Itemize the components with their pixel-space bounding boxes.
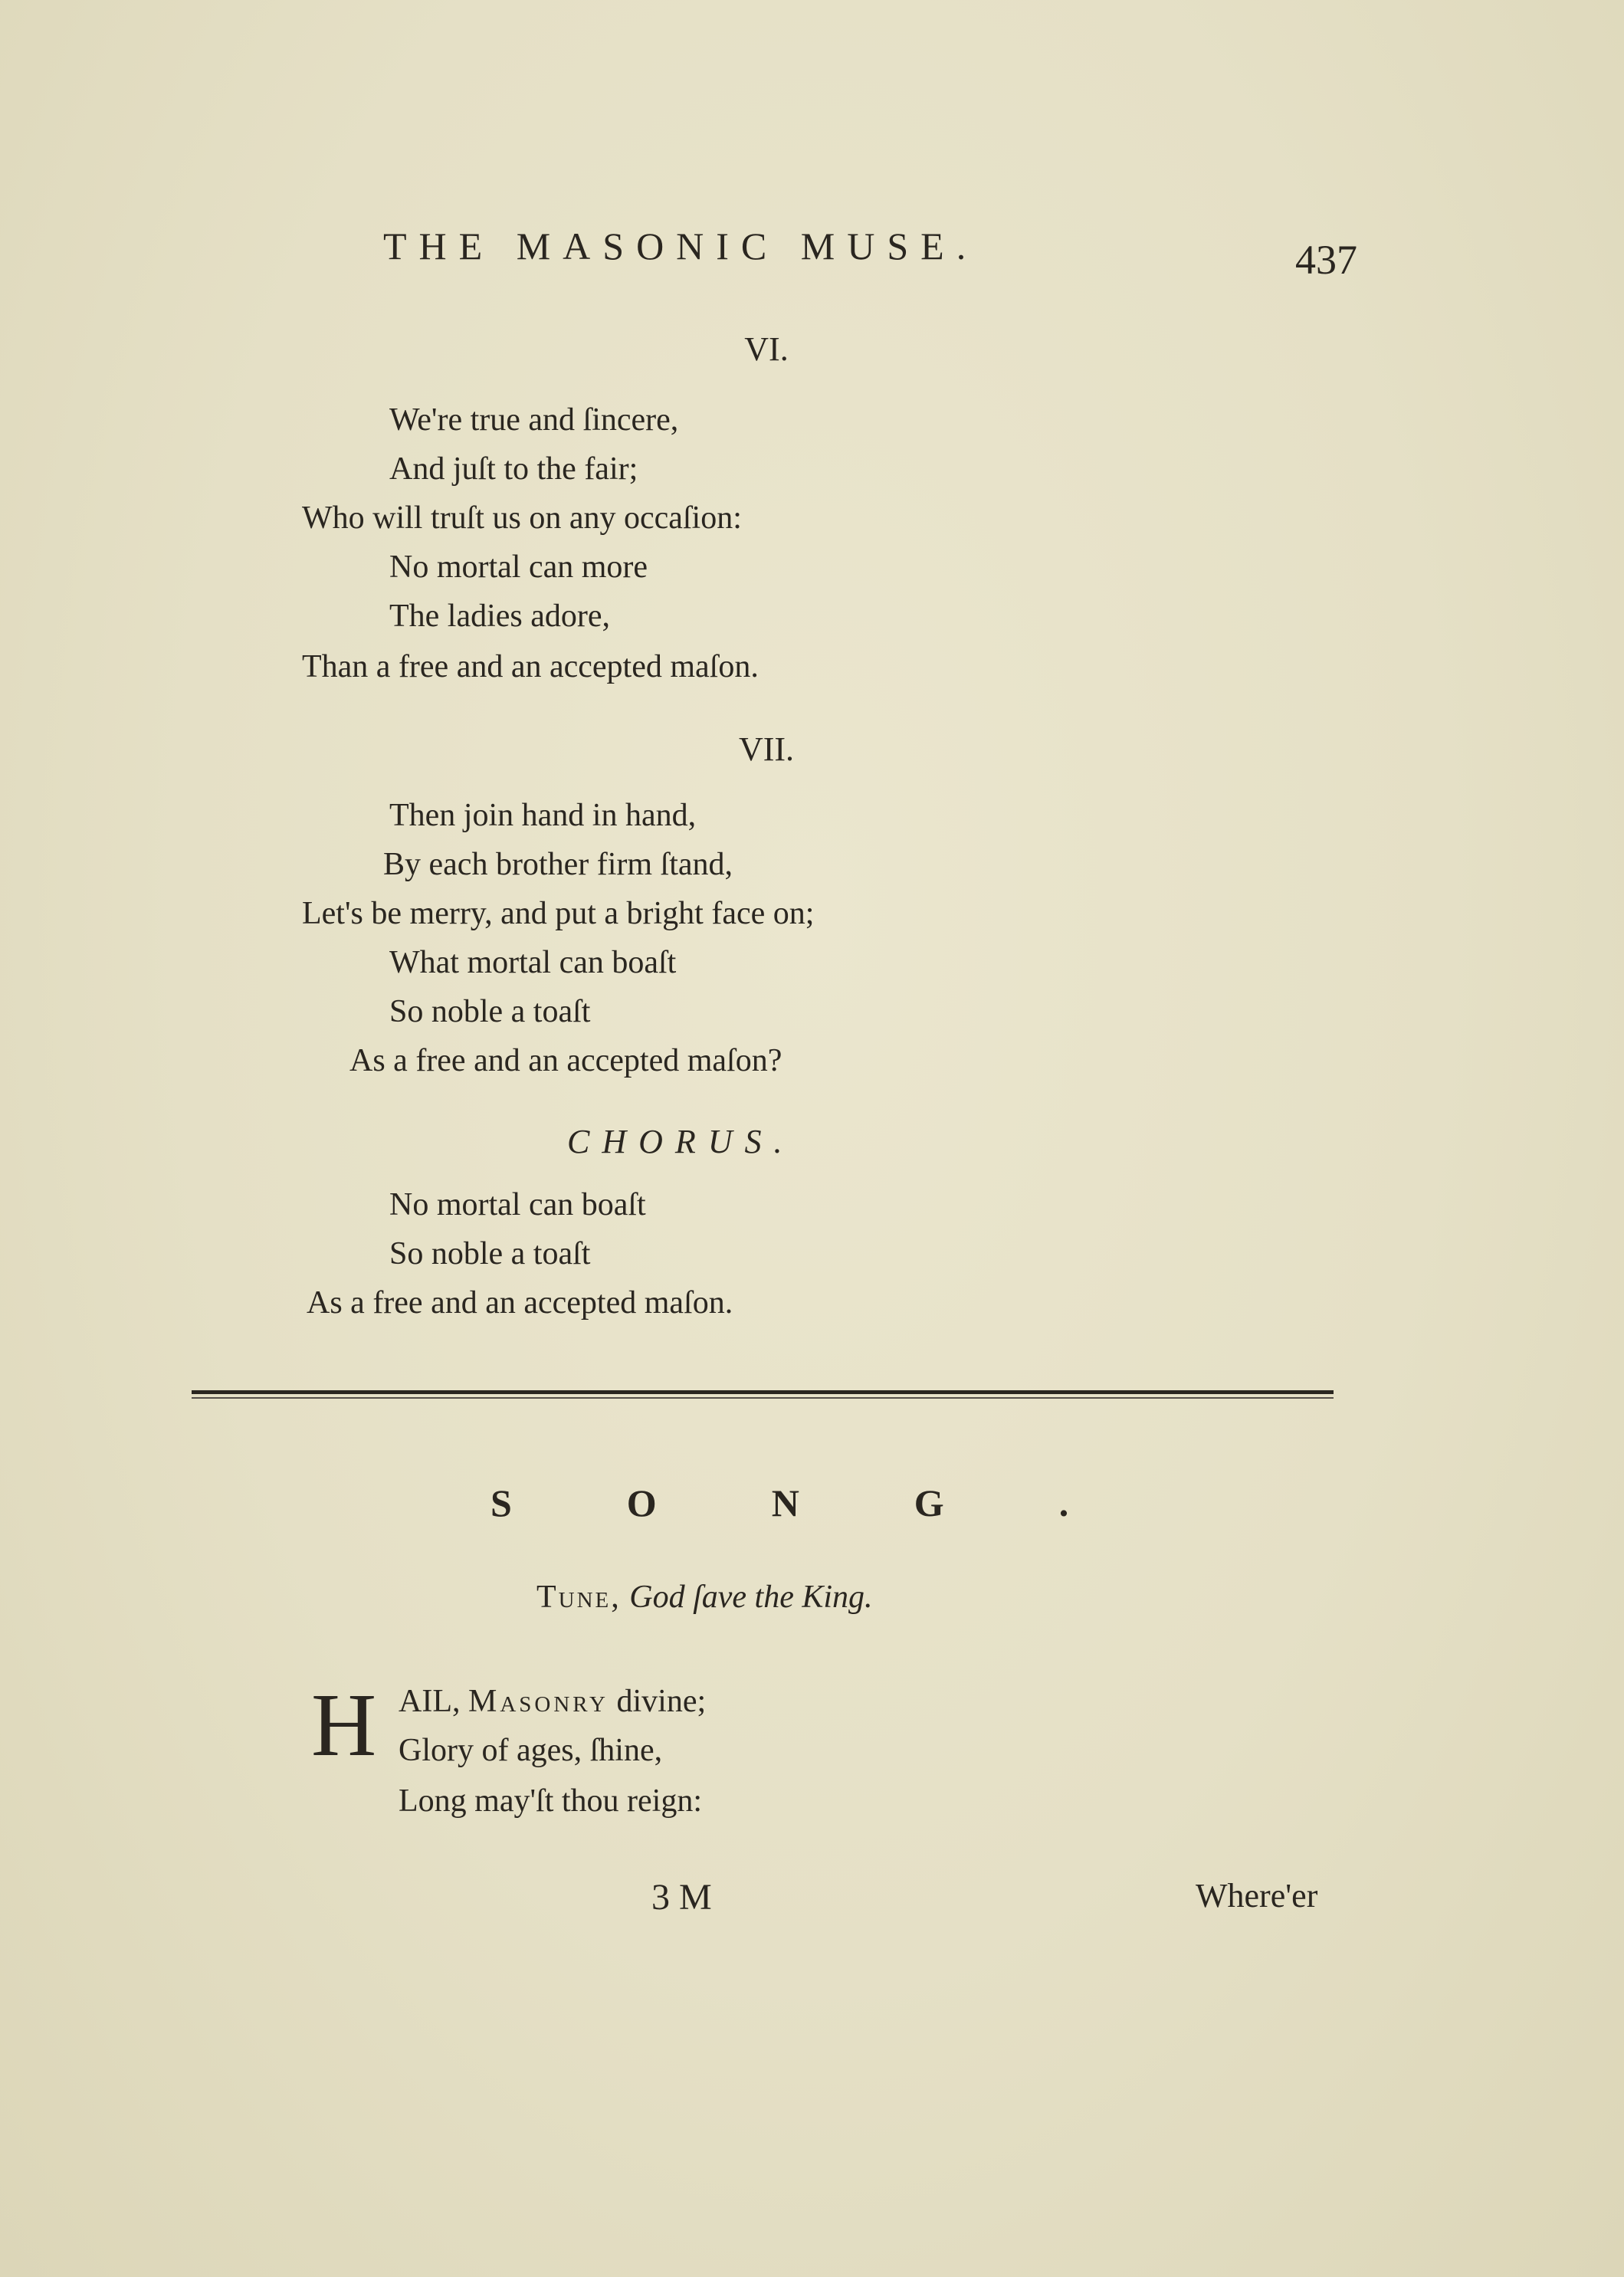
- verse-line: Than a free and an accepted maſon.: [302, 649, 759, 684]
- catchword: Where'er: [1196, 1877, 1318, 1914]
- verse-line: Let's be merry, and put a bright face on;: [302, 896, 815, 931]
- song-title: SONG.: [490, 1481, 1184, 1524]
- verse-line: Glory of ages, ſhine,: [399, 1733, 663, 1768]
- verse-line: Long may'ſt thou reign:: [399, 1783, 703, 1819]
- verse-line: So noble a toaſt: [389, 1236, 591, 1271]
- verse-line: And juſt to the fair;: [389, 451, 638, 487]
- first-line-end: divine;: [616, 1684, 707, 1719]
- tune-line: [536, 1579, 873, 1616]
- verse-line: We're true and ſincere,: [389, 402, 679, 438]
- first-line-start: AIL,: [399, 1684, 461, 1719]
- verse-line: No mortal can boaſt: [389, 1187, 646, 1222]
- verse-line: The ladies adore,: [389, 599, 611, 634]
- verse-line: By each brother firm ſtand,: [383, 847, 733, 882]
- verse-line: As a free and an accepted maſon?: [349, 1043, 782, 1078]
- section-divider-thin: [192, 1397, 1334, 1399]
- page-number: 437: [1295, 237, 1357, 283]
- stanza-number: VI.: [744, 330, 789, 368]
- verse-line: No mortal can more: [389, 550, 648, 585]
- verse-line: What mortal can boaſt: [389, 945, 677, 980]
- verse-line: As a free and an accepted maſon.: [307, 1285, 733, 1321]
- verse-line: Who will truſt us on any occaſion:: [302, 500, 742, 536]
- tune-name: God ſave the King.: [629, 1580, 873, 1615]
- drop-cap: H: [311, 1675, 377, 1775]
- stanza-number: VII.: [738, 730, 795, 768]
- tune-label: Tune,: [536, 1580, 622, 1615]
- section-divider: [192, 1390, 1334, 1394]
- verse-line: So noble a toaſt: [389, 994, 591, 1029]
- chorus-title: CHORUS.: [567, 1123, 795, 1160]
- verse-line: Then join hand in hand,: [389, 798, 697, 833]
- verse-line: [399, 1683, 706, 1720]
- first-line-name: Masonry: [468, 1684, 609, 1719]
- signature-mark: 3 M: [651, 1877, 712, 1918]
- running-head: THE MASONIC MUSE.: [383, 225, 979, 267]
